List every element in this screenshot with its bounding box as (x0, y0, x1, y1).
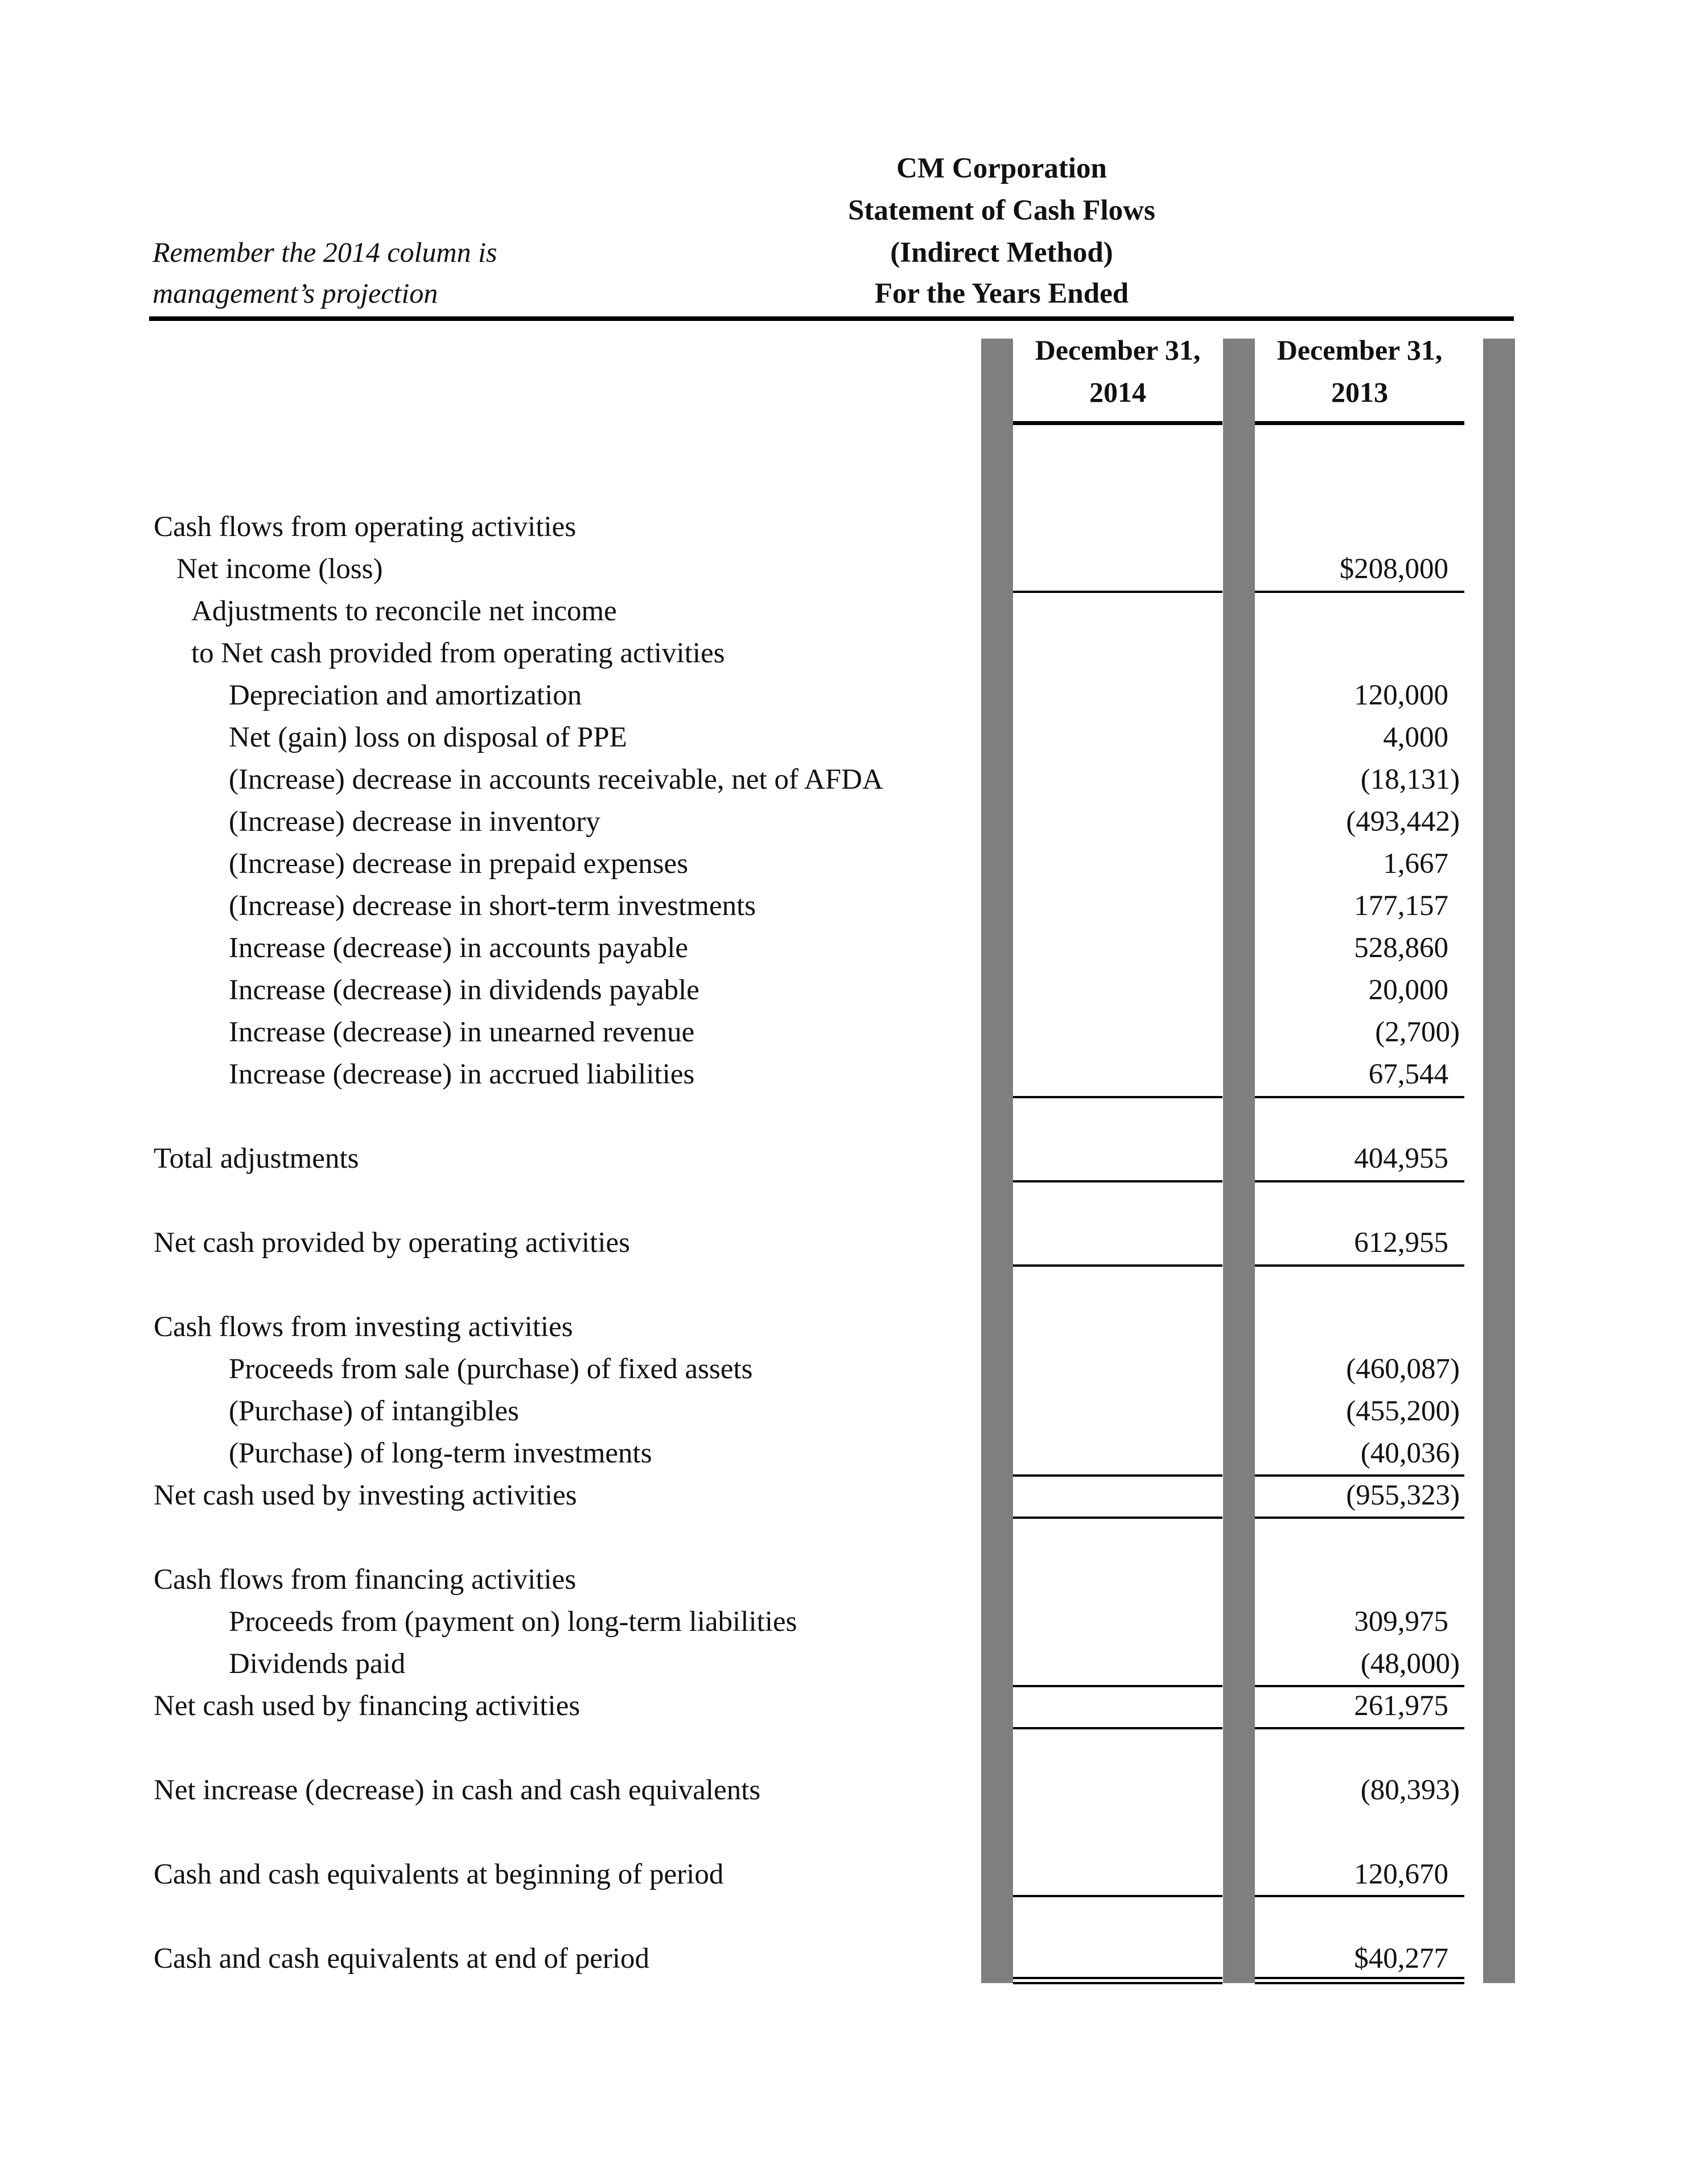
row-label-dividends-paid: Dividends paid (229, 1648, 406, 1680)
value-2013-net-cash-operating: 612,955 (1354, 1227, 1448, 1259)
rule-2014-e (1013, 1474, 1222, 1477)
row-label-net-cash-operating: Net cash provided by operating activities (154, 1227, 630, 1259)
rule-2013-d (1255, 1264, 1464, 1267)
row-label-prepaid-expenses: (Increase) decrease in prepaid expenses (229, 848, 689, 880)
rule-2014-a (1013, 591, 1222, 593)
column-header-2013-line1: December 31, (1277, 334, 1443, 366)
value-2013-accounts-payable: 528,860 (1354, 932, 1448, 964)
row-label-net-cash-financing: Net cash used by financing activities (154, 1690, 580, 1722)
row-label-long-term-liabilities: Proceeds from (payment on) long-term liabilities (229, 1606, 797, 1638)
value-2013-cash-beginning: 120,670 (1354, 1859, 1448, 1890)
rule-2014-g (1013, 1685, 1222, 1687)
projection-note-line1: Remember the 2014 column is (153, 236, 497, 268)
statement-title: Statement of Cash Flows (848, 195, 1155, 226)
row-label-net-income: Net income (loss) (176, 553, 383, 585)
row-label-accounts-payable: Increase (decrease) in accounts payable (229, 932, 689, 964)
column-band-right (1483, 339, 1515, 1983)
value-2013-intangibles: (455,200) (1346, 1395, 1460, 1427)
column-header-2013-line2: 2013 (1331, 376, 1388, 408)
column-band-middle (1223, 339, 1255, 1983)
section-heading-financing: Cash flows from financing activities (154, 1564, 577, 1596)
rule-2014-h (1013, 1727, 1222, 1729)
value-2013-net-cash-financing: 261,975 (1354, 1690, 1448, 1722)
value-2013-fixed-assets: (460,087) (1346, 1353, 1460, 1385)
row-label-depreciation: Depreciation and amortization (229, 679, 582, 711)
section-heading-investing: Cash flows from investing activities (154, 1311, 573, 1343)
section-heading-operating: Cash flows from operating activities (154, 511, 577, 543)
value-2013-depreciation: 120,000 (1354, 679, 1448, 711)
row-label-accrued-liabilities: Increase (decrease) in accrued liabilities (229, 1058, 695, 1090)
row-label-dividends-payable: Increase (decrease) in dividends payable (229, 974, 699, 1006)
row-label-short-term-investments: (Increase) decrease in short-term investments (229, 890, 756, 922)
value-2013-accrued-liabilities: 67,544 (1368, 1058, 1448, 1090)
value-2013-net-income: $208,000 (1339, 553, 1448, 585)
double-rule-2014-bottom (1013, 1982, 1222, 1984)
column-header-2014-line1: December 31, (1035, 334, 1201, 366)
row-label-cash-beginning: Cash and cash equivalents at beginning of period (154, 1859, 724, 1890)
header-rule (149, 316, 1514, 321)
rule-2014-c (1013, 1180, 1222, 1182)
value-2013-unearned-revenue: (2,700) (1375, 1016, 1460, 1048)
projection-note-line2: management’s projection (153, 277, 438, 309)
statement-period: For the Years Ended (874, 278, 1129, 310)
value-2013-dividends-paid: (48,000) (1360, 1648, 1460, 1680)
rule-2013-a (1255, 591, 1464, 593)
value-2013-total-adjustments: 404,955 (1354, 1143, 1448, 1175)
row-label-adjustments-2: to Net cash provided from operating activities (191, 637, 725, 669)
value-2013-short-term-investments: 177,157 (1354, 890, 1448, 922)
row-label-total-adjustments: Total adjustments (154, 1143, 359, 1175)
column-header-2014-line2: 2014 (1089, 376, 1146, 408)
value-2013-net-cash-investing: (955,323) (1346, 1480, 1460, 1511)
column-header-underline-2013 (1255, 421, 1464, 425)
row-label-inventory: (Increase) decrease in inventory (229, 806, 600, 838)
row-label-fixed-assets: Proceeds from sale (purchase) of fixed assets (229, 1353, 753, 1385)
value-2013-gain-loss-ppe: 4,000 (1383, 722, 1448, 753)
rule-2013-f (1255, 1517, 1464, 1519)
rule-2014-b (1013, 1096, 1222, 1098)
row-label-accounts-receivable: (Increase) decrease in accounts receivable, net of AFDA (229, 764, 883, 796)
value-2013-inventory: (493,442) (1346, 806, 1460, 838)
column-band-left (981, 339, 1013, 1983)
rule-2013-h (1255, 1727, 1464, 1729)
company-name: CM Corporation (896, 153, 1107, 184)
row-label-adjustments-1: Adjustments to reconcile net income (191, 595, 617, 627)
value-2013-cash-end: $40,277 (1354, 1943, 1448, 1975)
double-rule-2013-bottom (1255, 1982, 1464, 1984)
row-label-cash-end: Cash and cash equivalents at end of period (154, 1943, 649, 1975)
statement-method: (Indirect Method) (890, 237, 1113, 269)
rule-2014-i (1013, 1895, 1222, 1897)
column-header-underline-2014 (1013, 421, 1222, 425)
column-header-2014 (1013, 329, 1222, 413)
rule-2014-d (1013, 1264, 1222, 1267)
value-2013-long-term-liabilities: 309,975 (1354, 1606, 1448, 1638)
column-header-2013 (1255, 329, 1464, 413)
row-label-net-change-cash: Net increase (decrease) in cash and cash equivalents (154, 1774, 761, 1806)
rule-2014-f (1013, 1517, 1222, 1519)
rule-2013-c (1255, 1180, 1464, 1182)
value-2013-accounts-receivable: (18,131) (1360, 764, 1460, 796)
row-label-net-cash-investing: Net cash used by investing activities (154, 1480, 577, 1511)
row-label-intangibles: (Purchase) of intangibles (229, 1395, 519, 1427)
rule-2013-i (1255, 1895, 1464, 1897)
value-2013-dividends-payable: 20,000 (1368, 974, 1448, 1006)
value-2013-net-change-cash: (80,393) (1360, 1774, 1460, 1806)
row-label-long-term-investments: (Purchase) of long-term investments (229, 1437, 652, 1469)
double-rule-2014-top (1013, 1977, 1222, 1979)
rule-2013-e (1255, 1474, 1464, 1477)
row-label-unearned-revenue: Increase (decrease) in unearned revenue (229, 1016, 695, 1048)
double-rule-2013-top (1255, 1977, 1464, 1979)
rule-2013-b (1255, 1096, 1464, 1098)
value-2013-long-term-investments: (40,036) (1360, 1437, 1460, 1469)
rule-2013-g (1255, 1685, 1464, 1687)
value-2013-prepaid-expenses: 1,667 (1383, 848, 1448, 880)
row-label-gain-loss-ppe: Net (gain) loss on disposal of PPE (229, 722, 627, 753)
